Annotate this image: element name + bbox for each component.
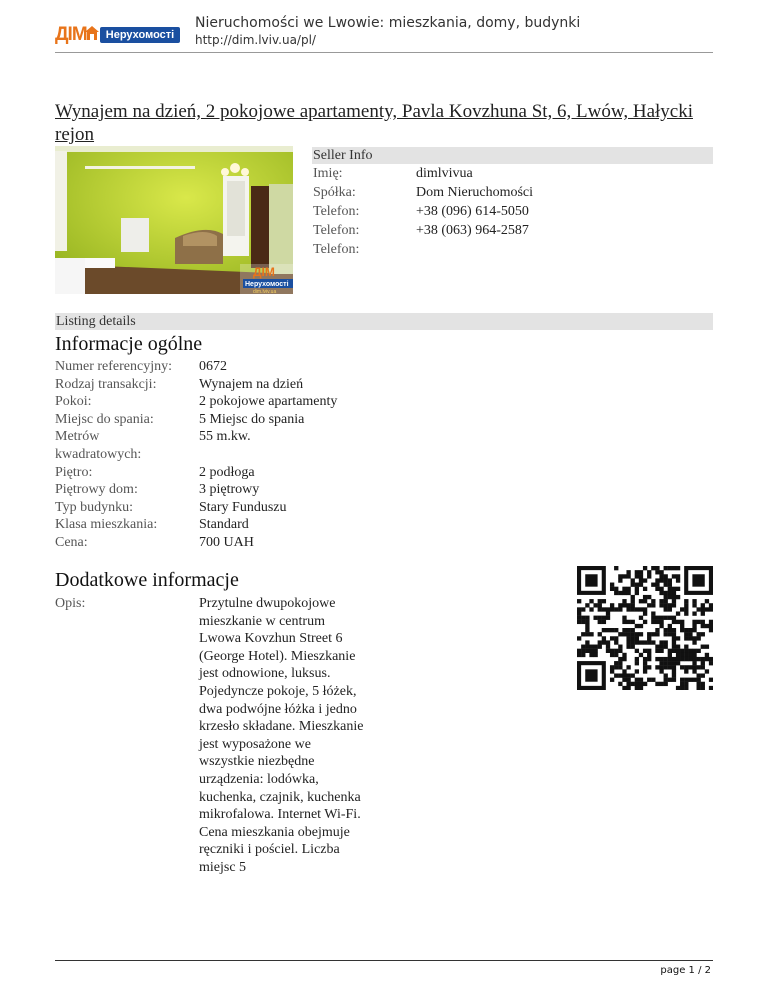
additional-info-title: Dodatkowe informacje: [55, 569, 239, 591]
listing-title[interactable]: Wynajem na dzień, 2 pokojowe apartamenty, Pavla Kovzhuna St, 6, Lwów, Hałycki rejon: [55, 101, 693, 145]
seller-label: Telefon:: [313, 223, 360, 238]
details-value: 55 m.kw.: [199, 429, 251, 445]
seller-phone[interactable]: +38 (096) 614-5050: [416, 204, 529, 219]
details-value: 3 piętrowy: [199, 482, 260, 498]
details-value: Standard: [199, 517, 249, 533]
details-row: [55, 464, 713, 482]
general-info-title: Informacje ogólne: [55, 333, 203, 355]
seller-row: [312, 240, 713, 259]
details-value: 5 Miejsc do spania: [199, 411, 305, 427]
logo-dim-text: ДІМ: [55, 24, 87, 45]
page-header: [55, 10, 713, 53]
details-row: [55, 376, 713, 394]
page-footer: [55, 960, 713, 976]
details-row: [55, 393, 713, 411]
details-row: [55, 428, 713, 463]
seller-label: Imię:: [313, 166, 343, 181]
seller-row: [312, 183, 713, 202]
details-label: Piętrowy dom:: [55, 482, 138, 498]
qr-code: [577, 566, 713, 690]
seller-phone[interactable]: +38 (063) 964-2587: [416, 223, 529, 238]
seller-info-heading: Seller Info: [312, 147, 713, 164]
site-logo[interactable]: [55, 24, 180, 46]
site-url[interactable]: http://dim.lviv.ua/pl/: [195, 33, 316, 47]
details-value: 2 pokojowe apartamenty: [199, 394, 338, 410]
logo-nerv-text: Нерухомості: [100, 27, 180, 43]
details-value: 2 podłoga: [199, 464, 255, 480]
seller-value: dimlvivua: [416, 166, 473, 181]
details-label: Pokoi:: [55, 394, 92, 410]
seller-row: [312, 202, 713, 221]
photo-watermark-nerv: Нерухомості: [245, 281, 289, 288]
details-label: Miejsc do spania:: [55, 411, 154, 427]
details-label: Cena:: [55, 534, 88, 550]
photo-watermark-dim: ДІМ: [253, 265, 275, 279]
details-label: Klasa mieszkania:: [55, 517, 158, 533]
details-row: [55, 358, 713, 376]
details-label: Metrów kwadratowych:: [55, 429, 142, 462]
seller-label: Spółka:: [313, 185, 356, 200]
seller-label: Telefon:: [313, 204, 360, 219]
page-number: page 1 / 2: [660, 965, 711, 976]
details-label: Typ budynku:: [55, 499, 133, 515]
details-label: Rodzaj transakcji:: [55, 376, 157, 392]
apartment-photo: [55, 146, 293, 294]
details-row: [55, 534, 713, 552]
details-value: Stary Funduszu: [199, 499, 287, 515]
house-icon: [85, 26, 99, 40]
seller-info: [312, 147, 713, 259]
details-value: Wynajem na dzień: [199, 376, 304, 392]
details-value: 0672: [199, 359, 227, 374]
seller-value: Dom Nieruchomości: [416, 185, 534, 200]
description-label: Opis:: [55, 596, 86, 611]
description-text: Przytulne dwupokojowe mieszkanie w centrum Lwowa Kovzhun Street 6 (George Hotel). Mieszkanie jest odnowione, luksus. Pojedyncze pokoje, 5 łóżek, dwa podwójne łóżka i jedno krzesło składane. Mieszkanie jest wyposażone we wszystkie niezbędne urządzenia: lodówka, kuchenka, czajnik, kuchenka mikrofalowa. Internet Wi-Fi. Cena mieszkania obejmuje ręczniki i pościel. Liczba miejsc 5: [199, 596, 364, 875]
details-label: Piętro:: [55, 464, 93, 480]
details-row: [55, 516, 713, 534]
listing-details-heading: Listing details: [55, 313, 713, 330]
details-table: [55, 358, 713, 552]
seller-row: [312, 164, 713, 183]
details-label: Numer referencyjny:: [55, 359, 172, 374]
details-row: [55, 481, 713, 499]
price-value: 700 UAH: [199, 534, 254, 550]
listing-details: [55, 313, 713, 552]
site-title: Nieruchomości we Lwowie: mieszkania, domy, budynki: [195, 15, 581, 31]
photo-watermark-url: dim.lviv.ua: [253, 289, 277, 294]
details-row: [55, 499, 713, 517]
seller-row: [312, 221, 713, 240]
details-row: [55, 411, 713, 429]
seller-label: Telefon:: [313, 242, 360, 257]
